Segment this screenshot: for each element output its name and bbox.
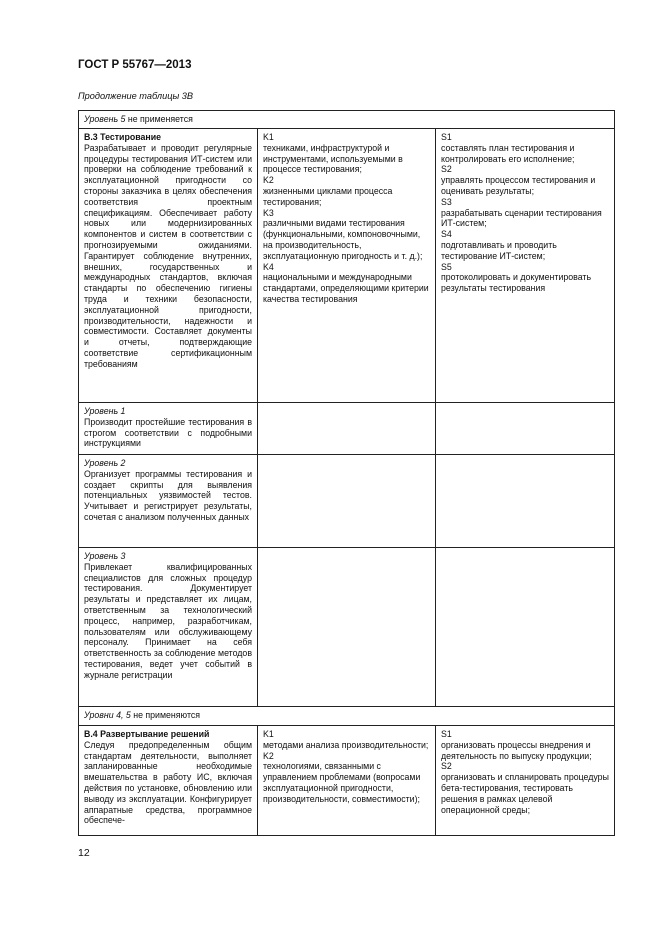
empty-cell bbox=[436, 455, 615, 548]
table-row bbox=[79, 707, 615, 726]
skills-cell: S1 составлять план тестирования и контролировать его исполнение; S2 управлять процессом тестирования и оценивать результаты; S3 разрабатывать сценарии тестирования ИТ-систем; S4 подготавливать и проводить тестирование ИТ-систем; S5 протоколировать и документировать результаты тестирования bbox=[436, 129, 615, 403]
empty-cell bbox=[258, 403, 436, 455]
empty-cell bbox=[258, 455, 436, 548]
level-note: не применяется bbox=[125, 114, 193, 124]
table-caption: Продолжение таблицы 3В bbox=[78, 91, 194, 101]
empty-cell bbox=[258, 548, 436, 707]
section-cell bbox=[79, 129, 258, 403]
level-label: Уровень 2 bbox=[84, 458, 126, 468]
level5-note-cell bbox=[79, 111, 615, 129]
section-title: В.4 Развертывание решений bbox=[84, 729, 210, 739]
level-label: Уровень 1 bbox=[84, 406, 126, 416]
section-title: В.3 Тестирование bbox=[84, 132, 161, 142]
level-note: не применяются bbox=[130, 710, 201, 720]
level-label: Уровень 5 bbox=[84, 114, 126, 124]
competence-table bbox=[78, 110, 615, 836]
knowledge-cell: K1 техниками, инфраструктурой и инструментами, используемыми в процессе тестирования; K2 жизненными циклами процесса тестирования; K3 различными видами тестирования (функциональными, компоновочными, на производительность, эксплуатационную пригодность и т. д.); K4 национальными и международными стандартами, определяющими критерии качества тестирования bbox=[258, 129, 436, 403]
section-description: Следуя предопределенным общим стандартам деятельности, выполняет запланированные необходимые вмешательства в работу ИС, включая действия по установке, обновлению или выводу из эксплуатации. Конфигурирует аппаратные средства, программное обеспече- bbox=[84, 739, 252, 826]
table-row bbox=[79, 129, 615, 403]
table-row bbox=[79, 111, 615, 129]
section-cell bbox=[79, 726, 258, 836]
level-text: Производит простейшие тестирования в строгом соответствии с подробными инструкциями bbox=[84, 416, 252, 449]
table-row bbox=[79, 403, 615, 455]
level-text: Привлекает квалифицированных специалистов для сложных процедур тестирования. Документирует результаты и представляет их лицам, ответственным за технологический процесс, например, разработчикам, пользователям или обслуживающему персоналу. Принимает на себя ответственность за соблюдение методов тестирования, ведет учет событий в журнале регистрации bbox=[84, 561, 252, 680]
level-cell bbox=[79, 403, 258, 455]
table-row bbox=[79, 726, 615, 836]
level-text: Организует программы тестирования и создает скрипты для выявления потенциальных уязвимостей тестов. Учитывает и регистрирует результаты, сочетая с анализом полученных данных bbox=[84, 468, 252, 522]
section-description: Разрабатывает и проводит регулярные процедуры тестирования ИТ-систем или проверки на соблюдение требований к эксплуатационной пригодности со стороны заказчика в целях обеспечения соответствия проектным спецификациям. Обеспечивает работу новых или модернизированных компонентов и систем в соответствии с прогнозируемыми ожиданиями. Гарантирует соблюдение внутренних, внешних, государственных и международных стандартов, включая стандарты по обеспечению гигиены труда и техники безопасности, эксплуатационной пригодности, производительности, надежности и совместимости. Составляет документы и отчеты, подтверждающие соответствие сертификационным требованиям bbox=[84, 142, 252, 369]
knowledge-cell: K1 методами анализа производительности; K2 технологиями, связанными с управлением проблемами (вопросами эксплуатационной пригодности, производительности, совместимости); bbox=[258, 726, 436, 836]
empty-cell bbox=[436, 403, 615, 455]
table-row bbox=[79, 455, 615, 548]
page-number: 12 bbox=[78, 847, 90, 859]
skills-cell: S1 организовать процессы внедрения и деятельность по выпуску продукции; S2 организовать и спланировать процедуры бета-тестирования, тестировать решения в рамках целевой операционной среды; bbox=[436, 726, 615, 836]
empty-cell bbox=[436, 548, 615, 707]
level45-note-cell bbox=[79, 707, 615, 726]
table-row bbox=[79, 548, 615, 707]
document-header: ГОСТ Р 55767—2013 bbox=[78, 59, 192, 71]
level-cell bbox=[79, 548, 258, 707]
level-label: Уровни 4, 5 bbox=[84, 710, 131, 720]
level-cell bbox=[79, 455, 258, 548]
level-label: Уровень 3 bbox=[84, 551, 126, 561]
